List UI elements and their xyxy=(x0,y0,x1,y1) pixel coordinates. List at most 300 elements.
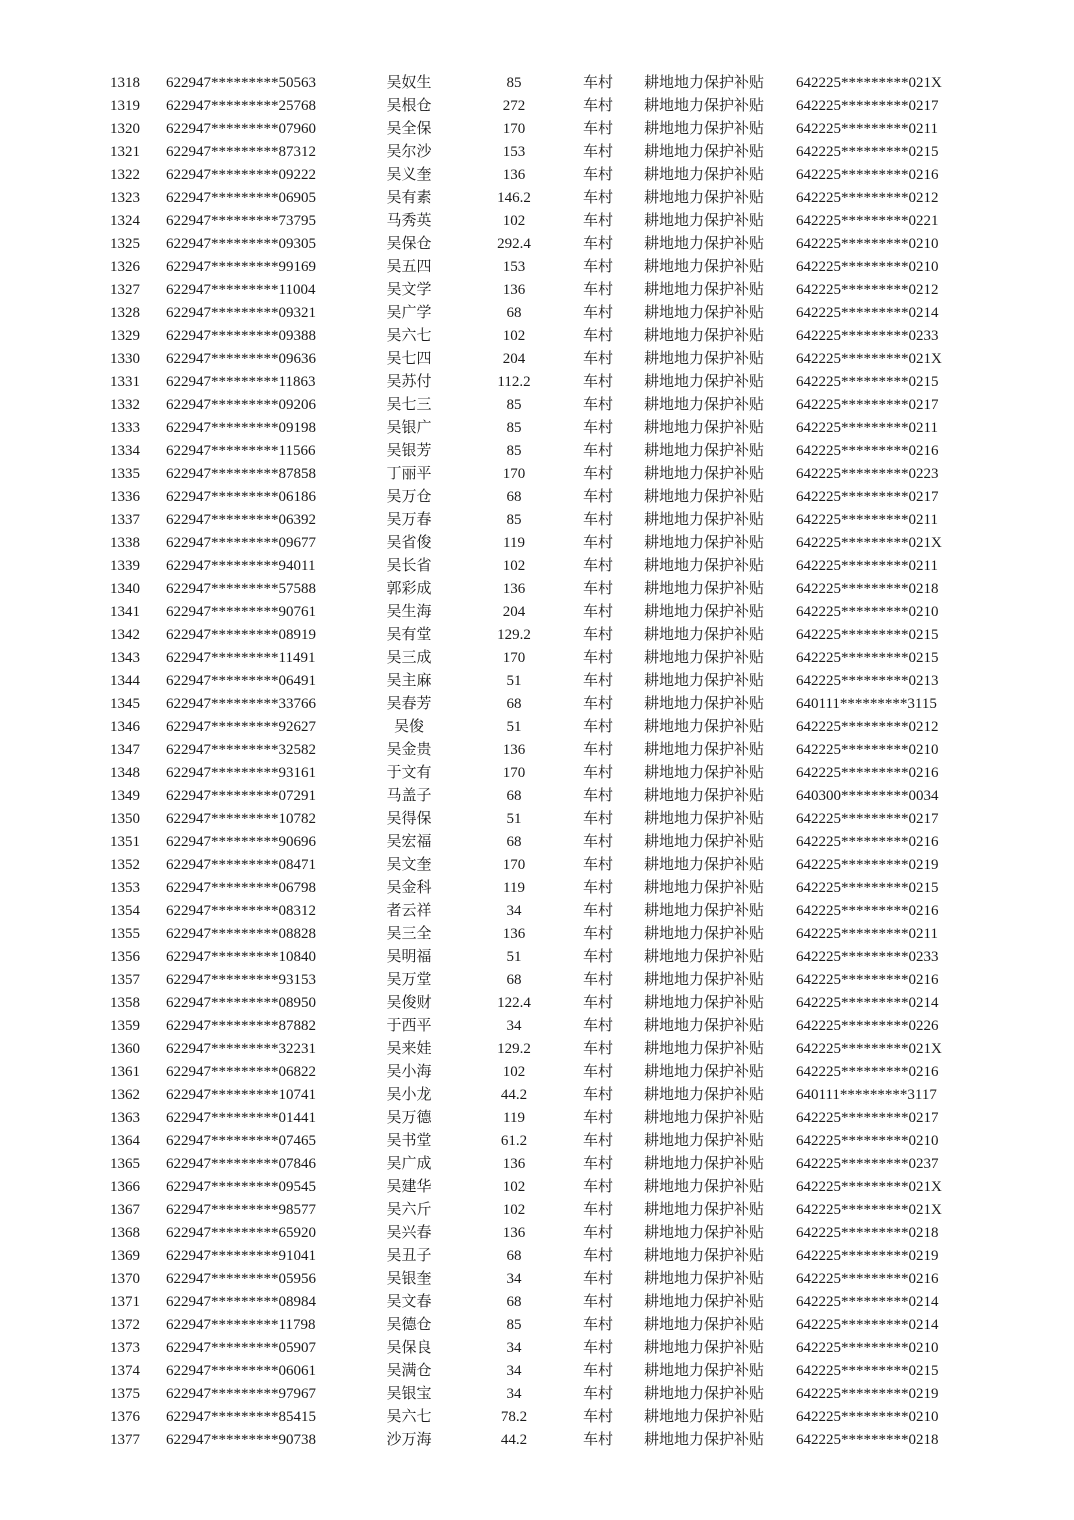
row-number: 1356 xyxy=(110,949,140,965)
row-number: 1333 xyxy=(110,420,140,436)
bank-card-number: 622947*********08919 xyxy=(166,627,316,643)
subsidy-amount: 112.2 xyxy=(497,374,531,390)
subsidy-type: 耕地地力保护补贴 xyxy=(644,98,765,114)
subsidy-amount: 34 xyxy=(506,1386,522,1402)
row-number: 1329 xyxy=(110,328,140,344)
recipient-name: 吴五四 xyxy=(386,259,432,275)
subsidy-type: 耕地地力保护补贴 xyxy=(644,696,765,712)
village-name: 车村 xyxy=(582,1248,613,1264)
village-name: 车村 xyxy=(582,696,613,712)
table-row xyxy=(0,1015,1074,1038)
id-number: 642225*********0216 xyxy=(796,1064,939,1080)
village-name: 车村 xyxy=(582,535,613,551)
recipient-name: 吴得保 xyxy=(386,811,432,827)
subsidy-amount: 102 xyxy=(502,328,526,344)
subsidy-type: 耕地地力保护补贴 xyxy=(644,512,765,528)
subsidy-amount: 68 xyxy=(506,489,522,505)
village-name: 车村 xyxy=(582,880,613,896)
village-name: 车村 xyxy=(582,949,613,965)
subsidy-amount: 119 xyxy=(503,880,525,896)
village-name: 车村 xyxy=(582,374,613,390)
bank-card-number: 622947*********87858 xyxy=(166,466,316,482)
recipient-name: 吴万堂 xyxy=(386,972,432,988)
subsidy-amount: 146.2 xyxy=(497,190,531,206)
table-row xyxy=(0,509,1074,532)
village-name: 车村 xyxy=(582,788,613,804)
table-row xyxy=(0,95,1074,118)
id-number: 642225*********0210 xyxy=(796,236,939,252)
table-row xyxy=(0,877,1074,900)
subsidy-type: 耕地地力保护补贴 xyxy=(644,1179,765,1195)
bank-card-number: 622947*********57588 xyxy=(166,581,316,597)
subsidy-type: 耕地地力保护补贴 xyxy=(644,443,765,459)
id-number: 642225*********0215 xyxy=(796,880,939,896)
village-name: 车村 xyxy=(582,834,613,850)
row-number: 1323 xyxy=(110,190,140,206)
recipient-name: 吴广成 xyxy=(386,1156,432,1172)
subsidy-type: 耕地地力保护补贴 xyxy=(644,1248,765,1264)
table-row xyxy=(0,348,1074,371)
subsidy-type: 耕地地力保护补贴 xyxy=(644,328,765,344)
id-number: 642225*********0212 xyxy=(796,282,939,298)
recipient-name: 吴六七 xyxy=(386,328,432,344)
table-row xyxy=(0,900,1074,923)
village-name: 车村 xyxy=(582,75,613,91)
subsidy-amount: 102 xyxy=(502,558,526,574)
table-row xyxy=(0,164,1074,187)
table-row xyxy=(0,486,1074,509)
id-number: 642225*********0215 xyxy=(796,144,939,160)
bank-card-number: 622947*********06186 xyxy=(166,489,316,505)
village-name: 车村 xyxy=(582,903,613,919)
village-name: 车村 xyxy=(582,305,613,321)
table-row xyxy=(0,624,1074,647)
subsidy-amount: 68 xyxy=(506,305,522,321)
village-name: 车村 xyxy=(582,1432,613,1448)
recipient-name: 吴全保 xyxy=(386,121,432,137)
bank-card-number: 622947*********06392 xyxy=(166,512,316,528)
id-number: 642225*********0215 xyxy=(796,1363,939,1379)
bank-card-number: 622947*********11863 xyxy=(166,374,316,390)
village-name: 车村 xyxy=(582,1156,613,1172)
id-number: 642225*********021X xyxy=(796,535,942,551)
subsidy-type: 耕地地力保护补贴 xyxy=(644,903,765,919)
id-number: 642225*********0216 xyxy=(796,834,939,850)
bank-card-number: 622947*********87312 xyxy=(166,144,316,160)
table-row xyxy=(0,1107,1074,1130)
subsidy-amount: 51 xyxy=(506,811,522,827)
id-number: 642225*********0219 xyxy=(796,1248,939,1264)
subsidy-amount: 292.4 xyxy=(497,236,531,252)
row-number: 1332 xyxy=(110,397,140,413)
table-row xyxy=(0,739,1074,762)
subsidy-type: 耕地地力保护补贴 xyxy=(644,1202,765,1218)
table-row xyxy=(0,969,1074,992)
id-number: 642225*********0214 xyxy=(796,1317,939,1333)
row-number: 1326 xyxy=(110,259,140,275)
bank-card-number: 622947*********87882 xyxy=(166,1018,316,1034)
subsidy-amount: 68 xyxy=(506,696,522,712)
table-row xyxy=(0,463,1074,486)
table-row xyxy=(0,1406,1074,1429)
row-number: 1322 xyxy=(110,167,140,183)
subsidy-amount: 136 xyxy=(502,1225,526,1241)
subsidy-type: 耕地地力保护补贴 xyxy=(644,857,765,873)
bank-card-number: 622947*********07465 xyxy=(166,1133,316,1149)
row-number: 1366 xyxy=(110,1179,140,1195)
id-number: 642225*********0217 xyxy=(796,811,939,827)
bank-card-number: 622947*********06905 xyxy=(166,190,316,206)
recipient-name: 吴苏付 xyxy=(386,374,432,390)
bank-card-number: 622947*********06822 xyxy=(166,1064,316,1080)
recipient-name: 者云祥 xyxy=(386,903,432,919)
subsidy-amount: 85 xyxy=(506,75,522,91)
recipient-name: 吴兴春 xyxy=(386,1225,432,1241)
bank-card-number: 622947*********10741 xyxy=(166,1087,316,1103)
bank-card-number: 622947*********09321 xyxy=(166,305,316,321)
village-name: 车村 xyxy=(582,673,613,689)
village-name: 车村 xyxy=(582,1064,613,1080)
subsidy-amount: 34 xyxy=(506,903,522,919)
table-row xyxy=(0,1084,1074,1107)
subsidy-type: 耕地地力保护补贴 xyxy=(644,420,765,436)
subsidy-type: 耕地地力保护补贴 xyxy=(644,581,765,597)
id-number: 642225*********0223 xyxy=(796,466,939,482)
subsidy-type: 耕地地力保护补贴 xyxy=(644,1386,765,1402)
bank-card-number: 622947*********01441 xyxy=(166,1110,316,1126)
subsidy-amount: 61.2 xyxy=(500,1133,528,1149)
id-number: 642225*********0218 xyxy=(796,1432,939,1448)
row-number: 1343 xyxy=(110,650,140,666)
id-number: 642225*********0211 xyxy=(796,558,938,574)
id-number: 642225*********0216 xyxy=(796,765,939,781)
subsidy-type: 耕地地力保护补贴 xyxy=(644,972,765,988)
table-row xyxy=(0,371,1074,394)
village-name: 车村 xyxy=(582,765,613,781)
table-row xyxy=(0,716,1074,739)
recipient-name: 吴义奎 xyxy=(386,167,432,183)
subsidy-amount: 68 xyxy=(506,834,522,850)
row-number: 1340 xyxy=(110,581,140,597)
row-number: 1364 xyxy=(110,1133,140,1149)
recipient-name: 吴万春 xyxy=(386,512,432,528)
row-number: 1353 xyxy=(110,880,140,896)
subsidy-amount: 170 xyxy=(502,765,526,781)
row-number: 1331 xyxy=(110,374,140,390)
id-number: 642225*********0233 xyxy=(796,949,939,965)
subsidy-amount: 136 xyxy=(502,167,526,183)
village-name: 车村 xyxy=(582,1340,613,1356)
bank-card-number: 622947*********08828 xyxy=(166,926,316,942)
village-name: 车村 xyxy=(582,282,613,298)
subsidy-amount: 68 xyxy=(506,1294,522,1310)
subsidy-amount: 85 xyxy=(506,512,522,528)
bank-card-number: 622947*********92627 xyxy=(166,719,316,735)
subsidy-amount: 119 xyxy=(503,1110,525,1126)
bank-card-number: 622947*********93153 xyxy=(166,972,316,988)
table-row xyxy=(0,1176,1074,1199)
subsidy-amount: 102 xyxy=(502,1064,526,1080)
id-number: 640300*********0034 xyxy=(796,788,939,804)
table-row xyxy=(0,72,1074,95)
bank-card-number: 622947*********85415 xyxy=(166,1409,316,1425)
village-name: 车村 xyxy=(582,98,613,114)
row-number: 1339 xyxy=(110,558,140,574)
village-name: 车村 xyxy=(582,972,613,988)
table-row xyxy=(0,1360,1074,1383)
bank-card-number: 622947*********94011 xyxy=(166,558,316,574)
subsidy-type: 耕地地力保护补贴 xyxy=(644,351,765,367)
id-number: 642225*********0211 xyxy=(796,512,938,528)
subsidy-amount: 85 xyxy=(506,443,522,459)
recipient-name: 沙万海 xyxy=(386,1432,432,1448)
table-row xyxy=(0,1314,1074,1337)
id-number: 642225*********0212 xyxy=(796,719,939,735)
bank-card-number: 622947*********09388 xyxy=(166,328,316,344)
village-name: 车村 xyxy=(582,328,613,344)
table-row xyxy=(0,1268,1074,1291)
table-row xyxy=(0,1130,1074,1153)
bank-card-number: 622947*********05907 xyxy=(166,1340,316,1356)
subsidy-type: 耕地地力保护补贴 xyxy=(644,834,765,850)
id-number: 642225*********0237 xyxy=(796,1156,939,1172)
village-name: 车村 xyxy=(582,1317,613,1333)
table-row xyxy=(0,302,1074,325)
id-number: 640111*********3117 xyxy=(796,1087,937,1103)
recipient-name: 吴文春 xyxy=(386,1294,432,1310)
row-number: 1372 xyxy=(110,1317,140,1333)
subsidy-amount: 136 xyxy=(502,926,526,942)
subsidy-amount: 136 xyxy=(502,581,526,597)
subsidy-type: 耕地地力保护补贴 xyxy=(644,765,765,781)
bank-card-number: 622947*********97967 xyxy=(166,1386,316,1402)
bank-card-number: 622947*********50563 xyxy=(166,75,316,91)
table-row xyxy=(0,647,1074,670)
id-number: 642225*********0216 xyxy=(796,167,939,183)
subsidy-type: 耕地地力保护补贴 xyxy=(644,489,765,505)
id-number: 642225*********021X xyxy=(796,1202,942,1218)
table-row xyxy=(0,256,1074,279)
bank-card-number: 622947*********90761 xyxy=(166,604,316,620)
table-row xyxy=(0,946,1074,969)
table-row xyxy=(0,1038,1074,1061)
id-number: 642225*********0233 xyxy=(796,328,939,344)
subsidy-amount: 170 xyxy=(502,650,526,666)
bank-card-number: 622947*********09206 xyxy=(166,397,316,413)
id-number: 642225*********0215 xyxy=(796,627,939,643)
recipient-name: 吴保良 xyxy=(386,1340,432,1356)
recipient-name: 吴万德 xyxy=(386,1110,432,1126)
recipient-name: 丁丽平 xyxy=(386,466,432,482)
bank-card-number: 622947*********73795 xyxy=(166,213,316,229)
bank-card-number: 622947*********25768 xyxy=(166,98,316,114)
subsidy-amount: 51 xyxy=(506,949,522,965)
recipient-name: 吴银广 xyxy=(386,420,432,436)
id-number: 642225*********0218 xyxy=(796,1225,939,1241)
row-number: 1336 xyxy=(110,489,140,505)
recipient-name: 吴文奎 xyxy=(386,857,432,873)
village-name: 车村 xyxy=(582,351,613,367)
id-number: 642225*********0214 xyxy=(796,1294,939,1310)
subsidy-type: 耕地地力保护补贴 xyxy=(644,719,765,735)
recipient-name: 吴银宝 xyxy=(386,1386,432,1402)
subsidy-amount: 204 xyxy=(502,351,526,367)
row-number: 1359 xyxy=(110,1018,140,1034)
subsidy-type: 耕地地力保护补贴 xyxy=(644,558,765,574)
id-number: 642225*********0216 xyxy=(796,903,939,919)
table-row xyxy=(0,1153,1074,1176)
row-number: 1362 xyxy=(110,1087,140,1103)
table-row xyxy=(0,440,1074,463)
id-number: 642225*********0213 xyxy=(796,673,939,689)
table-row xyxy=(0,1061,1074,1084)
subsidy-type: 耕地地力保护补贴 xyxy=(644,144,765,160)
subsidy-amount: 34 xyxy=(506,1018,522,1034)
village-name: 车村 xyxy=(582,1179,613,1195)
recipient-name: 吴丑子 xyxy=(386,1248,432,1264)
subsidy-amount: 136 xyxy=(502,282,526,298)
bank-card-number: 622947*********99169 xyxy=(166,259,316,275)
table-row xyxy=(0,233,1074,256)
subsidy-amount: 34 xyxy=(506,1271,522,1287)
id-number: 642225*********0210 xyxy=(796,742,939,758)
subsidy-amount: 136 xyxy=(502,1156,526,1172)
id-number: 642225*********021X xyxy=(796,1179,942,1195)
village-name: 车村 xyxy=(582,167,613,183)
village-name: 车村 xyxy=(582,420,613,436)
table-row xyxy=(0,1245,1074,1268)
subsidy-type: 耕地地力保护补贴 xyxy=(644,995,765,1011)
id-number: 642225*********0215 xyxy=(796,650,939,666)
id-number: 642225*********0211 xyxy=(796,926,938,942)
subsidy-amount: 44.2 xyxy=(500,1087,528,1103)
recipient-name: 吴三成 xyxy=(386,650,432,666)
bank-card-number: 622947*********33766 xyxy=(166,696,316,712)
village-name: 车村 xyxy=(582,1018,613,1034)
recipient-name: 吴书堂 xyxy=(386,1133,432,1149)
recipient-name: 吴银奎 xyxy=(386,1271,432,1287)
bank-card-number: 622947*********11491 xyxy=(166,650,316,666)
village-name: 车村 xyxy=(582,1133,613,1149)
row-number: 1348 xyxy=(110,765,140,781)
table-row xyxy=(0,417,1074,440)
subsidy-type: 耕地地力保护补贴 xyxy=(644,535,765,551)
bank-card-number: 622947*********08984 xyxy=(166,1294,316,1310)
id-number: 642225*********0211 xyxy=(796,121,938,137)
id-number: 642225*********0214 xyxy=(796,305,939,321)
subsidy-amount: 68 xyxy=(506,972,522,988)
village-name: 车村 xyxy=(582,1041,613,1057)
recipient-name: 吴小龙 xyxy=(386,1087,432,1103)
table-row xyxy=(0,693,1074,716)
row-number: 1371 xyxy=(110,1294,140,1310)
village-name: 车村 xyxy=(582,811,613,827)
id-number: 642225*********0219 xyxy=(796,1386,939,1402)
village-name: 车村 xyxy=(582,489,613,505)
bank-card-number: 622947*********07960 xyxy=(166,121,316,137)
recipient-name: 吴广学 xyxy=(386,305,432,321)
id-number: 642225*********021X xyxy=(796,75,942,91)
id-number: 640111*********3115 xyxy=(796,696,937,712)
village-name: 车村 xyxy=(582,1225,613,1241)
bank-card-number: 622947*********09222 xyxy=(166,167,316,183)
subsidy-type: 耕地地力保护补贴 xyxy=(644,190,765,206)
row-number: 1319 xyxy=(110,98,140,114)
table-row xyxy=(0,854,1074,877)
recipient-name: 于西平 xyxy=(386,1018,432,1034)
id-number: 642225*********0217 xyxy=(796,98,939,114)
village-name: 车村 xyxy=(582,443,613,459)
row-number: 1369 xyxy=(110,1248,140,1264)
table-row xyxy=(0,279,1074,302)
row-number: 1341 xyxy=(110,604,140,620)
bank-card-number: 622947*********07291 xyxy=(166,788,316,804)
village-name: 车村 xyxy=(582,650,613,666)
table-row xyxy=(0,1429,1074,1452)
subsidy-type: 耕地地力保护补贴 xyxy=(644,1087,765,1103)
id-number: 642225*********0210 xyxy=(796,1133,939,1149)
id-number: 642225*********0216 xyxy=(796,443,939,459)
id-number: 642225*********0217 xyxy=(796,1110,939,1126)
row-number: 1349 xyxy=(110,788,140,804)
row-number: 1350 xyxy=(110,811,140,827)
row-number: 1355 xyxy=(110,926,140,942)
id-number: 642225*********0211 xyxy=(796,420,938,436)
bank-card-number: 622947*********07846 xyxy=(166,1156,316,1172)
table-row xyxy=(0,808,1074,831)
row-number: 1335 xyxy=(110,466,140,482)
subsidy-type: 耕地地力保护补贴 xyxy=(644,1225,765,1241)
row-number: 1324 xyxy=(110,213,140,229)
subsidy-type: 耕地地力保护补贴 xyxy=(644,1294,765,1310)
id-number: 642225*********0221 xyxy=(796,213,939,229)
subsidy-amount: 204 xyxy=(502,604,526,620)
subsidy-type: 耕地地力保护补贴 xyxy=(644,167,765,183)
village-name: 车村 xyxy=(582,627,613,643)
subsidy-amount: 170 xyxy=(502,121,526,137)
row-number: 1360 xyxy=(110,1041,140,1057)
id-number: 642225*********0214 xyxy=(796,995,939,1011)
id-number: 642225*********0217 xyxy=(796,489,939,505)
row-number: 1345 xyxy=(110,696,140,712)
recipient-name: 吴满仓 xyxy=(386,1363,432,1379)
subsidy-type: 耕地地力保护补贴 xyxy=(644,1133,765,1149)
recipient-name: 吴七三 xyxy=(386,397,432,413)
village-name: 车村 xyxy=(582,995,613,1011)
subsidy-amount: 51 xyxy=(506,719,522,735)
row-number: 1330 xyxy=(110,351,140,367)
subsidy-amount: 272 xyxy=(502,98,526,114)
table-row xyxy=(0,1222,1074,1245)
recipient-name: 吴银芳 xyxy=(386,443,432,459)
bank-card-number: 622947*********90738 xyxy=(166,1432,316,1448)
recipient-name: 吴有素 xyxy=(386,190,432,206)
subsidy-amount: 102 xyxy=(502,213,526,229)
subsidy-type: 耕地地力保护补贴 xyxy=(644,1018,765,1034)
row-number: 1334 xyxy=(110,443,140,459)
subsidy-type: 耕地地力保护补贴 xyxy=(644,397,765,413)
id-number: 642225*********0212 xyxy=(796,190,939,206)
bank-card-number: 622947*********09636 xyxy=(166,351,316,367)
id-number: 642225*********0210 xyxy=(796,1340,939,1356)
subsidy-type: 耕地地力保护补贴 xyxy=(644,926,765,942)
row-number: 1320 xyxy=(110,121,140,137)
subsidy-amount: 102 xyxy=(502,1179,526,1195)
bank-card-number: 622947*********90696 xyxy=(166,834,316,850)
row-number: 1368 xyxy=(110,1225,140,1241)
recipient-name: 吴主麻 xyxy=(386,673,432,689)
bank-card-number: 622947*********08312 xyxy=(166,903,316,919)
